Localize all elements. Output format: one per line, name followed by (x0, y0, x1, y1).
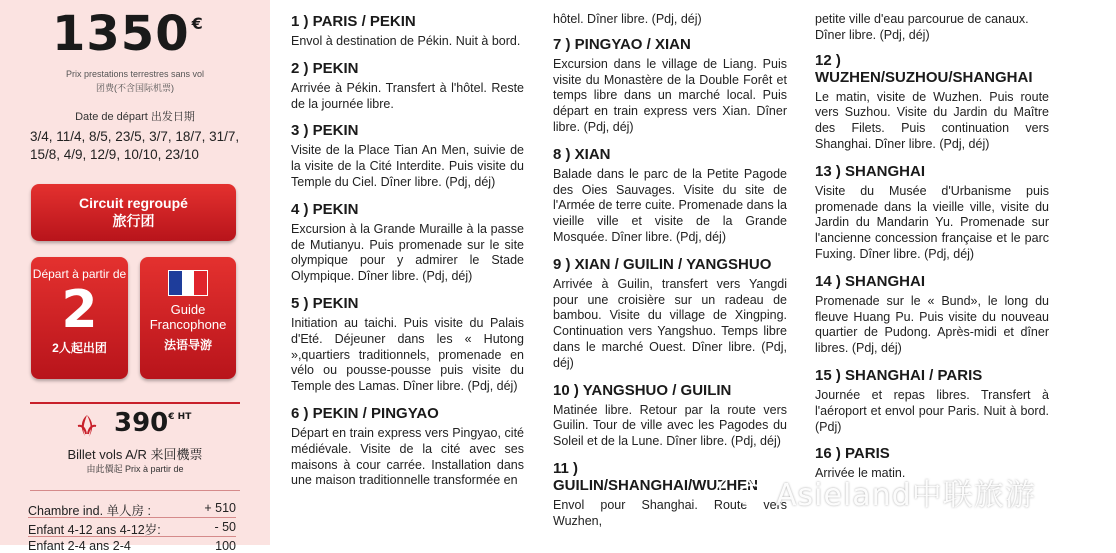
itinerary-day: 1 ) PARIS / PEKIN Envol à destination de Pékin. Nuit à bord. (291, 13, 521, 48)
departure-label: Date de départ 出发日期 (75, 111, 195, 123)
divider (28, 517, 236, 518)
watermark-text: Asieland中联旅游 (776, 478, 1036, 513)
itinerary-day: 11 ) GUILIN/SHANGHAI/WUZHEN Envol pour Shanghai. Route vers Wuzhen, (553, 459, 787, 528)
min-participants-badge: Départ à partir de 2 2人起出团 (31, 257, 128, 379)
flight-sublabel: 由此價起 Prix à partir de (86, 464, 184, 474)
itinerary-day: 14 ) SHANGHAI Promenade sur le « Bund», le long du fleuve Huang Pu. Puis visite du nouveau quartier de Pudong. Après-midi et dîner libres. (Pdj, déj) (815, 272, 1049, 356)
itinerary-day: 13 ) SHANGHAI Visite du Musée d'Urbanisme puis promenade dans la vieille ville, visite du Jardin du Mandarin Yu. Promenade sur l'ancienne concession française et le parc Fuxing. Dîner libre. (Pdj, déj) (815, 162, 1049, 261)
divider (30, 402, 240, 404)
itinerary-day: 2 ) PEKIN Arrivée à Pékin. Transfert à l'hôtel. Reste de la journée libre. (291, 59, 524, 111)
itinerary-day: 16 ) PARIS Arrivée le matin. (815, 445, 906, 481)
continued-text: hôtel. Dîner libre. (Pdj, déj) (553, 12, 702, 26)
price-subtitle: Prix prestations terrestres sans vol (65, 69, 205, 79)
itinerary-day: 9 ) XIAN / GUILIN / YANGSHUO Arrivée à Guilin, transfert vers Yangdi pour une croisière sur un radeau de bambou. Visite du village de Xingping. Continuation vers Yangshuo. Temps libre dans le marché Ouest. Dîner libre. (Pdj, déj) (553, 255, 787, 370)
flight-price: $390^{€ HT}$ (114, 408, 192, 438)
supplement-row: Enfant 2-4 ans 2-4 100 (28, 539, 236, 553)
divider (28, 536, 236, 537)
air-china-logo-icon (72, 412, 102, 442)
divider (30, 490, 240, 491)
guide-badge: Guide Francophone 法语导游 (140, 257, 236, 379)
french-flag-icon (168, 270, 208, 296)
itinerary-column-2 (553, 12, 787, 540)
departure-dates: 3/4, 11/4, 8/5, 23/5, 3/7, 18/7, 31/7, 15/8, 4/9, 12/9, 10/10, 23/10 (30, 129, 240, 162)
itinerary-day: 8 ) XIAN Balade dans le parc de la Petite Pagode des Oies Sauvages. Visite du site de l'Armée de terre cuite. Promenade dans la vieille ville et visite de la Grande Mosquée. Dîner libre. (Pdj, déj) (553, 145, 787, 244)
supplement-row: Chambre ind. 单人房 : + 510 (28, 501, 236, 518)
itinerary-day: 6 ) PEKIN / PINGYAO Départ en train express vers Pingyao, cité médiévale. Visite de la cité avec ses maisons à cour carrée. Installation dans une maison traditionnelle transformée en (291, 404, 524, 488)
supplement-row: Enfant 4-12 ans 4-12岁: - 50 (28, 520, 236, 537)
itinerary-day: 12 ) WUZHEN/SUZHOU/SHANGHAI Le matin, visite de Wuzhen. Puis route vers Suzhou. Visite du Jardin du Maître des Filets. Puis continuation vers Shanghai. Dîner libre. (Pdj, déj) (815, 51, 1049, 151)
pricing-panel (0, 0, 270, 553)
continued-text: petite ville d'eau parcourue de canaux. Dîner libre. (Pdj, déj) (815, 12, 1029, 42)
itinerary-day: 5 ) PEKIN Initiation au taichi. Puis visite du Palais d'Eté. Déjeuner dans les « Hutong »,quartiers traditionnels, promenade en vélo ou pousse-pousse puis visite du Temple des Lamas. Dîner libre. (Pdj, déj) (291, 294, 524, 394)
price-subtitle-cn: 团费(不含国际机票) (96, 83, 174, 93)
itinerary-day: 15 ) SHANGHAI / PARIS Journée et repas libres. Transfert à l'aéroport et envol pour Paris. Nuit à bord. (Pdj) (815, 366, 1049, 434)
wechat-icon (718, 474, 768, 508)
itinerary-day: 7 ) PINGYAO / XIAN Excursion dans le village de Liang. Puis visite du Monastère de la Double Forêt et temps libre dans un marché local. Puis départ en train express vers Xian. Dîner libre. (Pdj, déj) (553, 35, 787, 134)
itinerary-column-3 (815, 12, 1049, 492)
itinerary-column-1 (291, 13, 524, 499)
itinerary-day: 3 ) PEKIN Visite de la Place Tian An Men, suivie de la visite de la Cité Interdite. Puis visite du Temple du Ciel. Dîner libre. (Pdj, déj) (291, 122, 524, 189)
itinerary-day: 4 ) PEKIN Excursion à la Grande Muraille à la passe de Mutianyu. Puis promenade sur le site olympique pour y admirer le Stade Olympique. Dîner libre. (Pdj, déj) (291, 200, 524, 284)
flight-label: Billet vols A/R 来回機票 (67, 447, 203, 462)
tour-price: 1350 € (52, 6, 204, 62)
itinerary-day: 10 ) YANGSHUO / GUILIN Matinée libre. Retour par la route vers Guilin. Tour de ville avec les Pagodes du Soleil et de la Lune. Dîner libre. (Pdj, déj) (553, 381, 787, 449)
circuit-badge: Circuit regroupé 旅行团 (31, 184, 236, 241)
